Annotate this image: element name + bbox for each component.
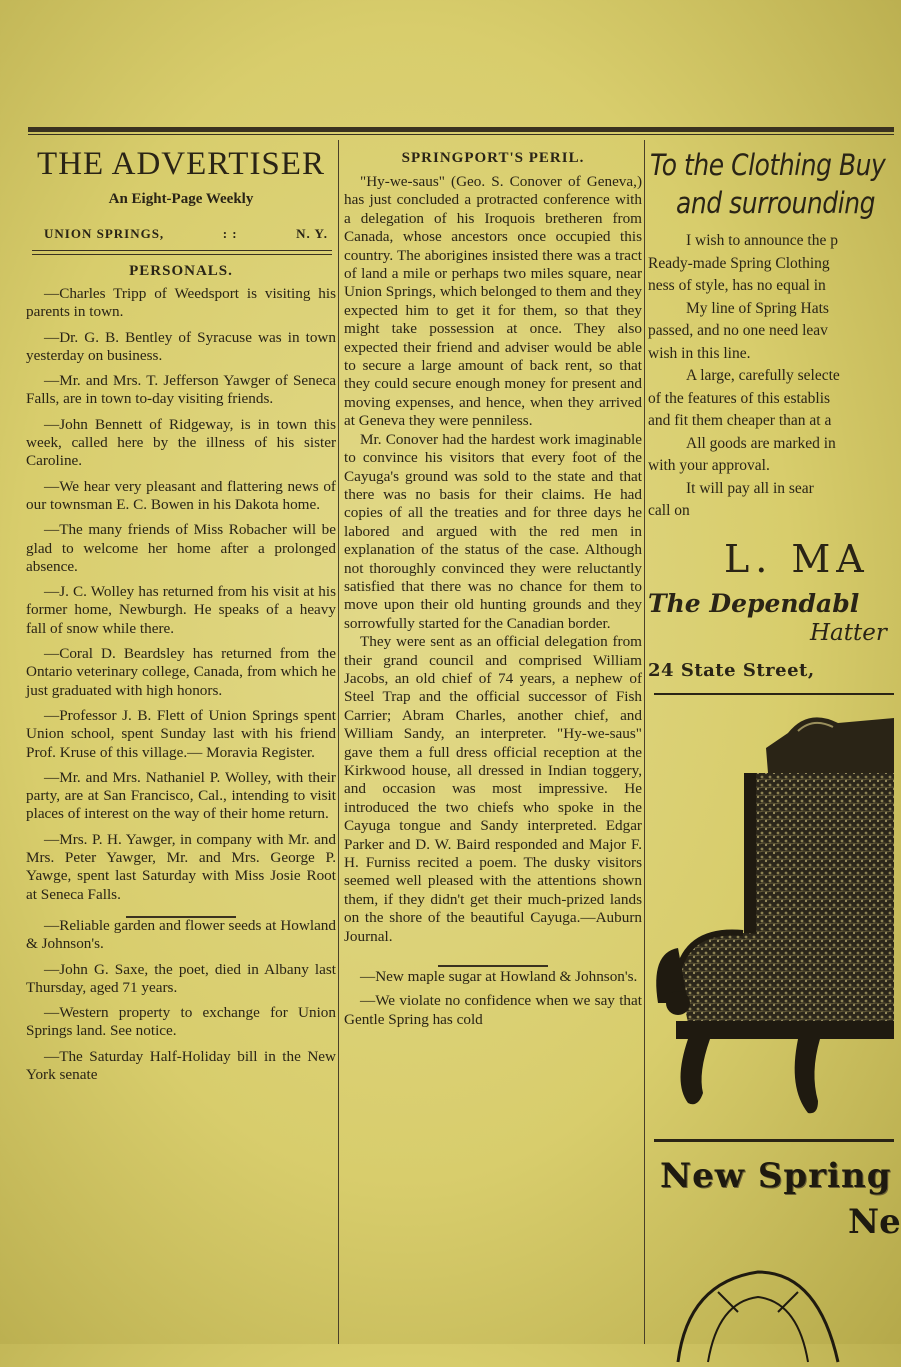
peril-paragraph: Mr. Conover had the hardest work imaginable to convince his visitors that every foot of the Cayuga's ground was sold to the state and that there was no basis for their claims. He had copies of all the treaties and for three days he labored and argued with the red men in explanation of the status of the case. Although not thoroughly convinced they were reluctantly satisfied that there was no chance for them to move upon their old hunting grounds and they sorrowfully started for the Canadian border. xyxy=(344,430,642,632)
local-note: —Western property to exchange for Union Springs land. See notice. xyxy=(26,1004,336,1040)
masthead-rule xyxy=(32,250,332,255)
column-peril xyxy=(344,140,642,1029)
personal-item: —Mr. and Mrs. T. Jefferson Yawger of Seneca Falls, are in town to-day visiting friends. xyxy=(26,372,336,408)
peril-heading: SPRINGPORT'S PERIL. xyxy=(401,150,585,166)
shirt-collar-icon xyxy=(648,1242,894,1362)
ad-line: ness of style, has no equal in xyxy=(648,277,826,294)
peril-article xyxy=(344,173,642,946)
personal-item: —Mr. and Mrs. Nathaniel P. Wolley, with their party, are at San Francisco, Cal., intending to visit places of interest on the way of their home return. xyxy=(26,768,336,823)
section-ornament xyxy=(26,905,336,913)
ad-line: A large, carefully selecte xyxy=(686,367,840,384)
column-advertisement xyxy=(648,140,901,1362)
local-note: —Reliable garden and flower seeds at Howland & Johnson's. xyxy=(26,916,336,953)
local-note: —The Saturday Half-Holiday bill in the New York senate xyxy=(26,1047,336,1083)
local-note: —John G. Saxe, the poet, died in Albany last Thursday, aged 71 years. xyxy=(26,960,336,996)
ad-line: of the features of this establis xyxy=(648,389,831,407)
page-top-rule xyxy=(28,127,894,132)
personal-item: —The many friends of Miss Robacher will be glad to welcome her home after a prolonged absence. xyxy=(26,521,336,575)
ad-line: wish in this line. xyxy=(648,344,751,362)
shirt-illustration xyxy=(648,1242,894,1362)
ad-merchant-name: L. MA xyxy=(724,536,870,581)
personals-heading: PERSONALS. xyxy=(129,263,233,279)
personal-item: —We hear very pleasant and flattering news of our townsman E. C. Bowen in his Dakota home. xyxy=(26,477,336,513)
personal-item: —Mrs. P. H. Yawger, in company with Mr. and Mrs. Peter Yawger, Mr. and Mrs. George P. Yawge, spent last Saturday with Miss Josie Root at Seneca Falls. xyxy=(26,830,336,903)
masthead-subtitle: An Eight-Page Weekly xyxy=(108,191,254,207)
ad-divider-2 xyxy=(654,1139,894,1142)
ad-line: passed, and no one need leav xyxy=(648,322,828,339)
local-notes-list xyxy=(26,916,336,1084)
peril-paragraph: They were sent as an official delegation from their grand council and comprised William Jacobs, an old chief of 74 years, a nephew of Steel Trap and the official successor of Fish Carrier; Abram Charles, another chief, and William Sandy, an interpreter. "Hy-we-saus" gave them a full dress official reception at the Kirkwood house, all dressed in Indian toggery, and occasion was most impressive. He introduced the two chiefs who spoke in the Cayuga tongue and Sandy interpreted. Edgar Parker and D. W. Baird responded and Major F. H. Furniss recited a poem. The dusky visitors seemed well pleased with the attentions shown them, if they didn't get their much-prized lands on the shore of the beautiful Cayuga.—Auburn Journal. xyxy=(344,633,642,945)
ad-line: and fit them cheaper than at a xyxy=(648,412,832,429)
page-top-rule-thin xyxy=(28,134,894,135)
personal-item: —Professor J. B. Flett of Union Springs spent Union school, spent Sunday last with his friend Prof. Kruse of this village.— Moravia Register. xyxy=(26,706,336,761)
column-personals xyxy=(26,140,336,1084)
personal-item: —J. C. Wolley has returned from his visit at his former home, Newburgh. He speaks of a heavy fall of snow while there. xyxy=(26,583,336,637)
personal-item: —Charles Tripp of Weedsport is visiting his parents in town. xyxy=(26,285,336,321)
chair-engraving-icon xyxy=(648,703,894,1133)
column-divider-1 xyxy=(338,140,339,1344)
ad-headline-1: To the Clothing Buy xyxy=(650,148,886,182)
ad-line: with your approval. xyxy=(648,457,770,474)
ad-trade: Hatter xyxy=(810,619,887,646)
ad-banner: New Spring xyxy=(660,1155,892,1196)
local-note: —New maple sugar at Howland & Johnson's. xyxy=(360,968,638,986)
ad-banner-2: Ne xyxy=(848,1201,901,1242)
ad-line: It will pay all in sear xyxy=(686,479,814,497)
peril-paragraph: "Hy-we-saus" (Geo. S. Conover of Geneva,) has just concluded a protracted conference with a delegation of his Iroquois bretheren from Canada, whose ancestors once occupied this country. The aborigines insisted there was a tract of land a mile or perhaps two miles square, near Union Springs, which belonged to them and they expected him to get it for them, so that they might take possession at once. They also expected their friend and adviser would be able to secure a large amount of back rent, so that they could secure enough money for present and moving expenses, and hence, when they arrived at Geneva they were penniless. xyxy=(344,173,642,430)
ad-line: call on xyxy=(648,502,690,519)
ad-tagline: The Dependabl xyxy=(648,588,860,618)
ad-divider xyxy=(654,693,894,695)
masthead-title: THE ADVERTISER xyxy=(37,146,325,182)
dateline-town: UNION SPRINGS, xyxy=(44,226,165,241)
personal-item: —John Bennett of Ridgeway, is in town this week, called here by the illness of his sister Caroline. xyxy=(26,415,336,470)
ad-headline-2: and surrounding xyxy=(676,186,875,220)
ad-line: All goods are marked in xyxy=(686,434,836,452)
personal-item: —Coral D. Beardsley has returned from the Ontario veterinary college, Canada, from which he just graduated with high honors. xyxy=(26,645,336,699)
ad-line: Ready-made Spring Clothing xyxy=(648,254,830,272)
dateline-state: N. Y. xyxy=(296,226,328,241)
section-ornament xyxy=(344,954,642,962)
ad-line: My line of Spring Hats xyxy=(686,299,829,317)
personal-item: —Dr. G. B. Bentley of Syracuse was in town yesterday on business. xyxy=(26,328,336,364)
column-divider-2 xyxy=(644,140,645,1344)
chair-illustration xyxy=(648,703,894,1133)
personals-list xyxy=(26,284,336,904)
local-note: —We violate no confidence when we say that Gentle Spring has cold xyxy=(344,992,642,1028)
ad-address: 24 State Street, xyxy=(648,659,815,681)
dateline xyxy=(44,226,328,242)
ad-line: I wish to announce the p xyxy=(686,232,838,249)
ad-body xyxy=(648,230,894,523)
dateline-separator: : : xyxy=(222,226,238,241)
